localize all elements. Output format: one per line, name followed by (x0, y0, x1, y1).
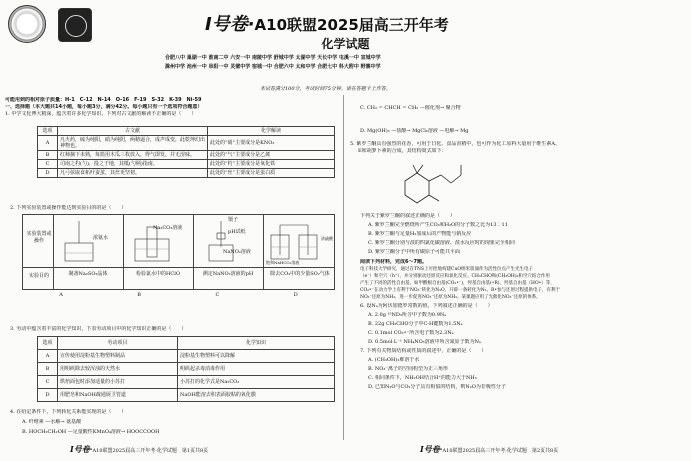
apparatus-label: 镊子 (228, 217, 239, 223)
option-c[interactable]: C (215, 292, 220, 298)
q6-option-d: D. 0.5mol·L⁻¹ NH₄NO₃溶液中所含氮原子数为Nₐ (368, 339, 481, 345)
q4-option-a: A. 纤维素 —水解→ 氨基酸 (22, 419, 82, 425)
question-1-stem: 1. 中学文化博大精深，蕴含着许多化学知识。下列对古文献的解读不正确的是（ ） (5, 111, 197, 117)
exam-note: 本试卷满分100分，考试时间75分钟。请在答题卡上作答。 (260, 86, 391, 92)
question-5-stem: 5. 紫罗兰酮具有强烈的花香，可用于日化、食品香精中，也可作为化工原料大量用于维生素A、 (350, 141, 560, 147)
question-5-question: 下列关于紫罗兰酮的叙述正确的是（ ） (360, 213, 456, 219)
subject-title: 化学试题 (321, 37, 370, 51)
q6-option-c: C. 0.1mol CO₂•⁻所含电子数为2.3Nₐ (368, 330, 454, 336)
question-5-stem-2: E和胡萝卜素的合成，其结构简式如下： (358, 148, 447, 154)
question-6-stem: 6. 设Nₐ为阿伏加德罗常数的值，下列叙述正确的是（ ） (360, 303, 493, 309)
question-7-stem: 7. 下列有关物质结构或性质的叙述中，正确的是（ ） (360, 348, 487, 354)
question-2-stem: 2. 下列实验装置或操作能达到实验目的的是（ ） (10, 205, 127, 211)
q5-option-a: A. 紫罗兰酮完全燃烧所产生CO₂和H₂O的分子数之比为13∶11 (368, 222, 508, 228)
school-row-1: 合肥八中 巢湖一中 淮南二中 六安一中 南陵中学 舒城中学 太湖中学 天长中学 屯溪一中 宣城中学 (165, 55, 381, 61)
table-row: A 宣传使用淀粉基生物塑料制品 淀粉基生物塑料可以降解 (38, 350, 335, 363)
right-column (350, 105, 685, 155)
footer-left-text: A10联盟2025届高三开年考·化学试题 第1页共8页 (92, 448, 209, 454)
exam-brand (205, 10, 449, 36)
passage-line: 电子科技大学研究，通过在TNS上可控地构建CuO纳米簇涌作为活性位点产生光生电子 (360, 267, 534, 272)
question-3-stem: 3. 劳动中蕴含着丰富的化学知识，下表劳动项目中的化学知识正确的是（ ） (10, 326, 187, 332)
atomic-masses: 可能用到的相对原子质量：H-1 C-12 N-14 O-16 F-19 S-32 K-39 Ni-59 (5, 97, 202, 103)
passage-line: CO₂•⁻在动力学上有利于NO₃⁻转化为N₂O，开辟一条转化为N₂，R•参与还原过程提供电子，有利于 (360, 288, 560, 293)
question-5-body (360, 213, 685, 391)
table-row: C 烘焙面包时添加适量的小苏打 小苏打的化学式是Na₂CO₃ (38, 376, 335, 389)
q7-option-d: D. 已知N₂O与CO₂分子具有相似的结构，则N₂O为非极性分子 (368, 384, 506, 390)
question-2-apparatus-table (22, 214, 335, 290)
apparatus-label: pH试纸 (228, 229, 246, 235)
q7-option-a: A. (CH₃OH)₂难溶于水 (368, 357, 420, 363)
option-a[interactable]: A (59, 292, 63, 298)
table-header: 化学解读 (208, 127, 335, 136)
option-d[interactable]: D (293, 292, 298, 298)
section-heading: 一、选择题（本大题共14小题，每小题3分，满分42分。每小题只有一个选项符合题意） (5, 104, 203, 110)
footer-right-text: A10联盟2025届高三开年考·化学试题 第2页共8页 (442, 448, 559, 454)
table-header: 选项 (38, 337, 58, 350)
footer-brand: Ⅰ号卷· (420, 444, 443, 454)
table-row: D 用肥皂和NaOH疏通厨卫管道 NaOH能溶去积表面胶粘的氧化膜 (38, 389, 335, 402)
apparatus-label: NaNO₂溶液 (223, 249, 251, 255)
brand-title: A10联盟2025届高三开年考 (254, 16, 449, 34)
purpose-c: 测定NaNO₂溶液的pH (202, 271, 254, 277)
footer-brand: Ⅰ号卷· (70, 444, 93, 454)
table-row: B 红柿摘下未熟，每篮用木瓜三枚放入，得气即发，并无涩味。 此处的“气”主要成分是乙烯 (38, 151, 335, 160)
passage-line: 产生了不同的活性自由基，如甲酸根自由基(CO₂•⁻)，羟基自由基(•R)，羟基自由基（HO•）等， (360, 281, 555, 286)
school-row-2: 滁州中学 池州一中 阜阳一中 灵璧中学 宿城一中 合肥六中 太和中学 合肥七中 科大附中 野寨中学 (165, 64, 381, 70)
ionone-structure-drawing (395, 163, 465, 215)
q5-option-b: B. 紫罗兰酮与足量H₂加成后的产物能与钠反应 (368, 231, 472, 237)
purpose-b: 检验氯水中的HClO (136, 271, 180, 277)
purpose-d: 除去CO₂中的少量SO₂气体 (270, 271, 330, 277)
table-header: 劳动项目 (58, 337, 178, 350)
table-row: C 司南之杓(勺)，投之于地，其柢(勺柄)指南。 此处的“杓”主要成分是氧化铁 (38, 160, 335, 169)
question-1-table (37, 126, 335, 178)
apparatus-row-label: 实验装置或操作 (26, 231, 52, 244)
apparatus-label: 浓氨水 (93, 235, 109, 241)
q5-option-d: D. 紫罗兰酮分子中所有碳原子可能共平面 (368, 249, 461, 255)
purpose-row-label: 实验目的 (28, 273, 49, 279)
apparatus-a-drawing (55, 217, 121, 265)
footer-left (70, 444, 208, 455)
passage-line: （e⁻）和空穴（h⁺），并分别驱动还原反应和氧化反应。CH₃CHO和(CH₃OH)₂和空穴结合作用 (360, 274, 550, 279)
q4-option-c: C. CH₂ = CHCH = CH₂ —催化剂→ 聚合物 (360, 105, 461, 111)
option-b[interactable]: B (137, 292, 141, 298)
q7-option-b: B. NO₃⁻离子的空间构型为正三角形 (368, 366, 448, 372)
q4-option-d: D. Mg(OH)₂ —盐酸→ MgCl₂溶液 —电解→ Mg (360, 128, 469, 134)
apparatus-label: 浓硫酸 (321, 236, 333, 241)
footer-right (420, 444, 558, 455)
table-header: 化学知识 (178, 337, 335, 350)
school-list (165, 54, 565, 72)
q6-option-b: B. 22g CH₃CHO分子中C-H键数为1.5Nₐ (368, 321, 463, 327)
q7-option-c: C. 相同条件下，NH₂OH结合H⁺的能力大于NH₃ (368, 375, 477, 381)
question-4 (10, 409, 159, 436)
apparatus-c-drawing (195, 217, 261, 265)
apparatus-label: Na₂CO₃溶液 (153, 225, 183, 231)
passage-title: 阅读下列材料，完成6～7题。 (360, 259, 427, 265)
table-row: B 用明矾除去较浑浊的天然水 明矾起杀毒消毒作用 (38, 363, 335, 376)
question-3-table (37, 336, 335, 402)
brand-mark: Ⅰ号卷· (205, 14, 255, 35)
table-row: A 凡火药，硫为纯阳，硝为纯阴，两精逼合，成声成变，此乾坤幻出神物也。 此处的“硝”主要成分是KNO₃ (38, 136, 335, 151)
left-column (5, 97, 340, 118)
question-4-stem: 4. 在给定条件下，下列转化关系能实现的是（ ） (10, 409, 127, 415)
q4-option-b: B. HOCH₂CH₂OH —足量酸性KMnO₄溶液→ HOOCCOOH (22, 429, 160, 435)
apparatus-label: 饱和NaHCO₃溶液 (266, 260, 300, 265)
column-divider (343, 95, 344, 440)
q5-option-c: C. 紫罗兰酮分别与溴的四氯化碳溶液、溴水反应时的现象完全相同 (368, 240, 515, 246)
table-row: D 凡弓弦取食柘叶蚕茧，其丝更坚韧。 此处的“丝”主要成分是蛋白质 (38, 169, 335, 178)
q6-option-a: A. 2.0g ¹⁵ND₃所含中子数为0.9Nₐ (368, 312, 447, 318)
question-2-options (22, 292, 335, 299)
purpose-a: 制备Na₂SO₃晶体 (68, 271, 108, 277)
table-header: 古文献 (58, 127, 208, 136)
passage-line: NO₃⁻还原为NH₃，进一步促进NO₃⁻还原为NH₃。某课题应用了光催化NO₃⁻还原的体系。 (360, 295, 541, 300)
table-header: 选项 (38, 127, 58, 136)
